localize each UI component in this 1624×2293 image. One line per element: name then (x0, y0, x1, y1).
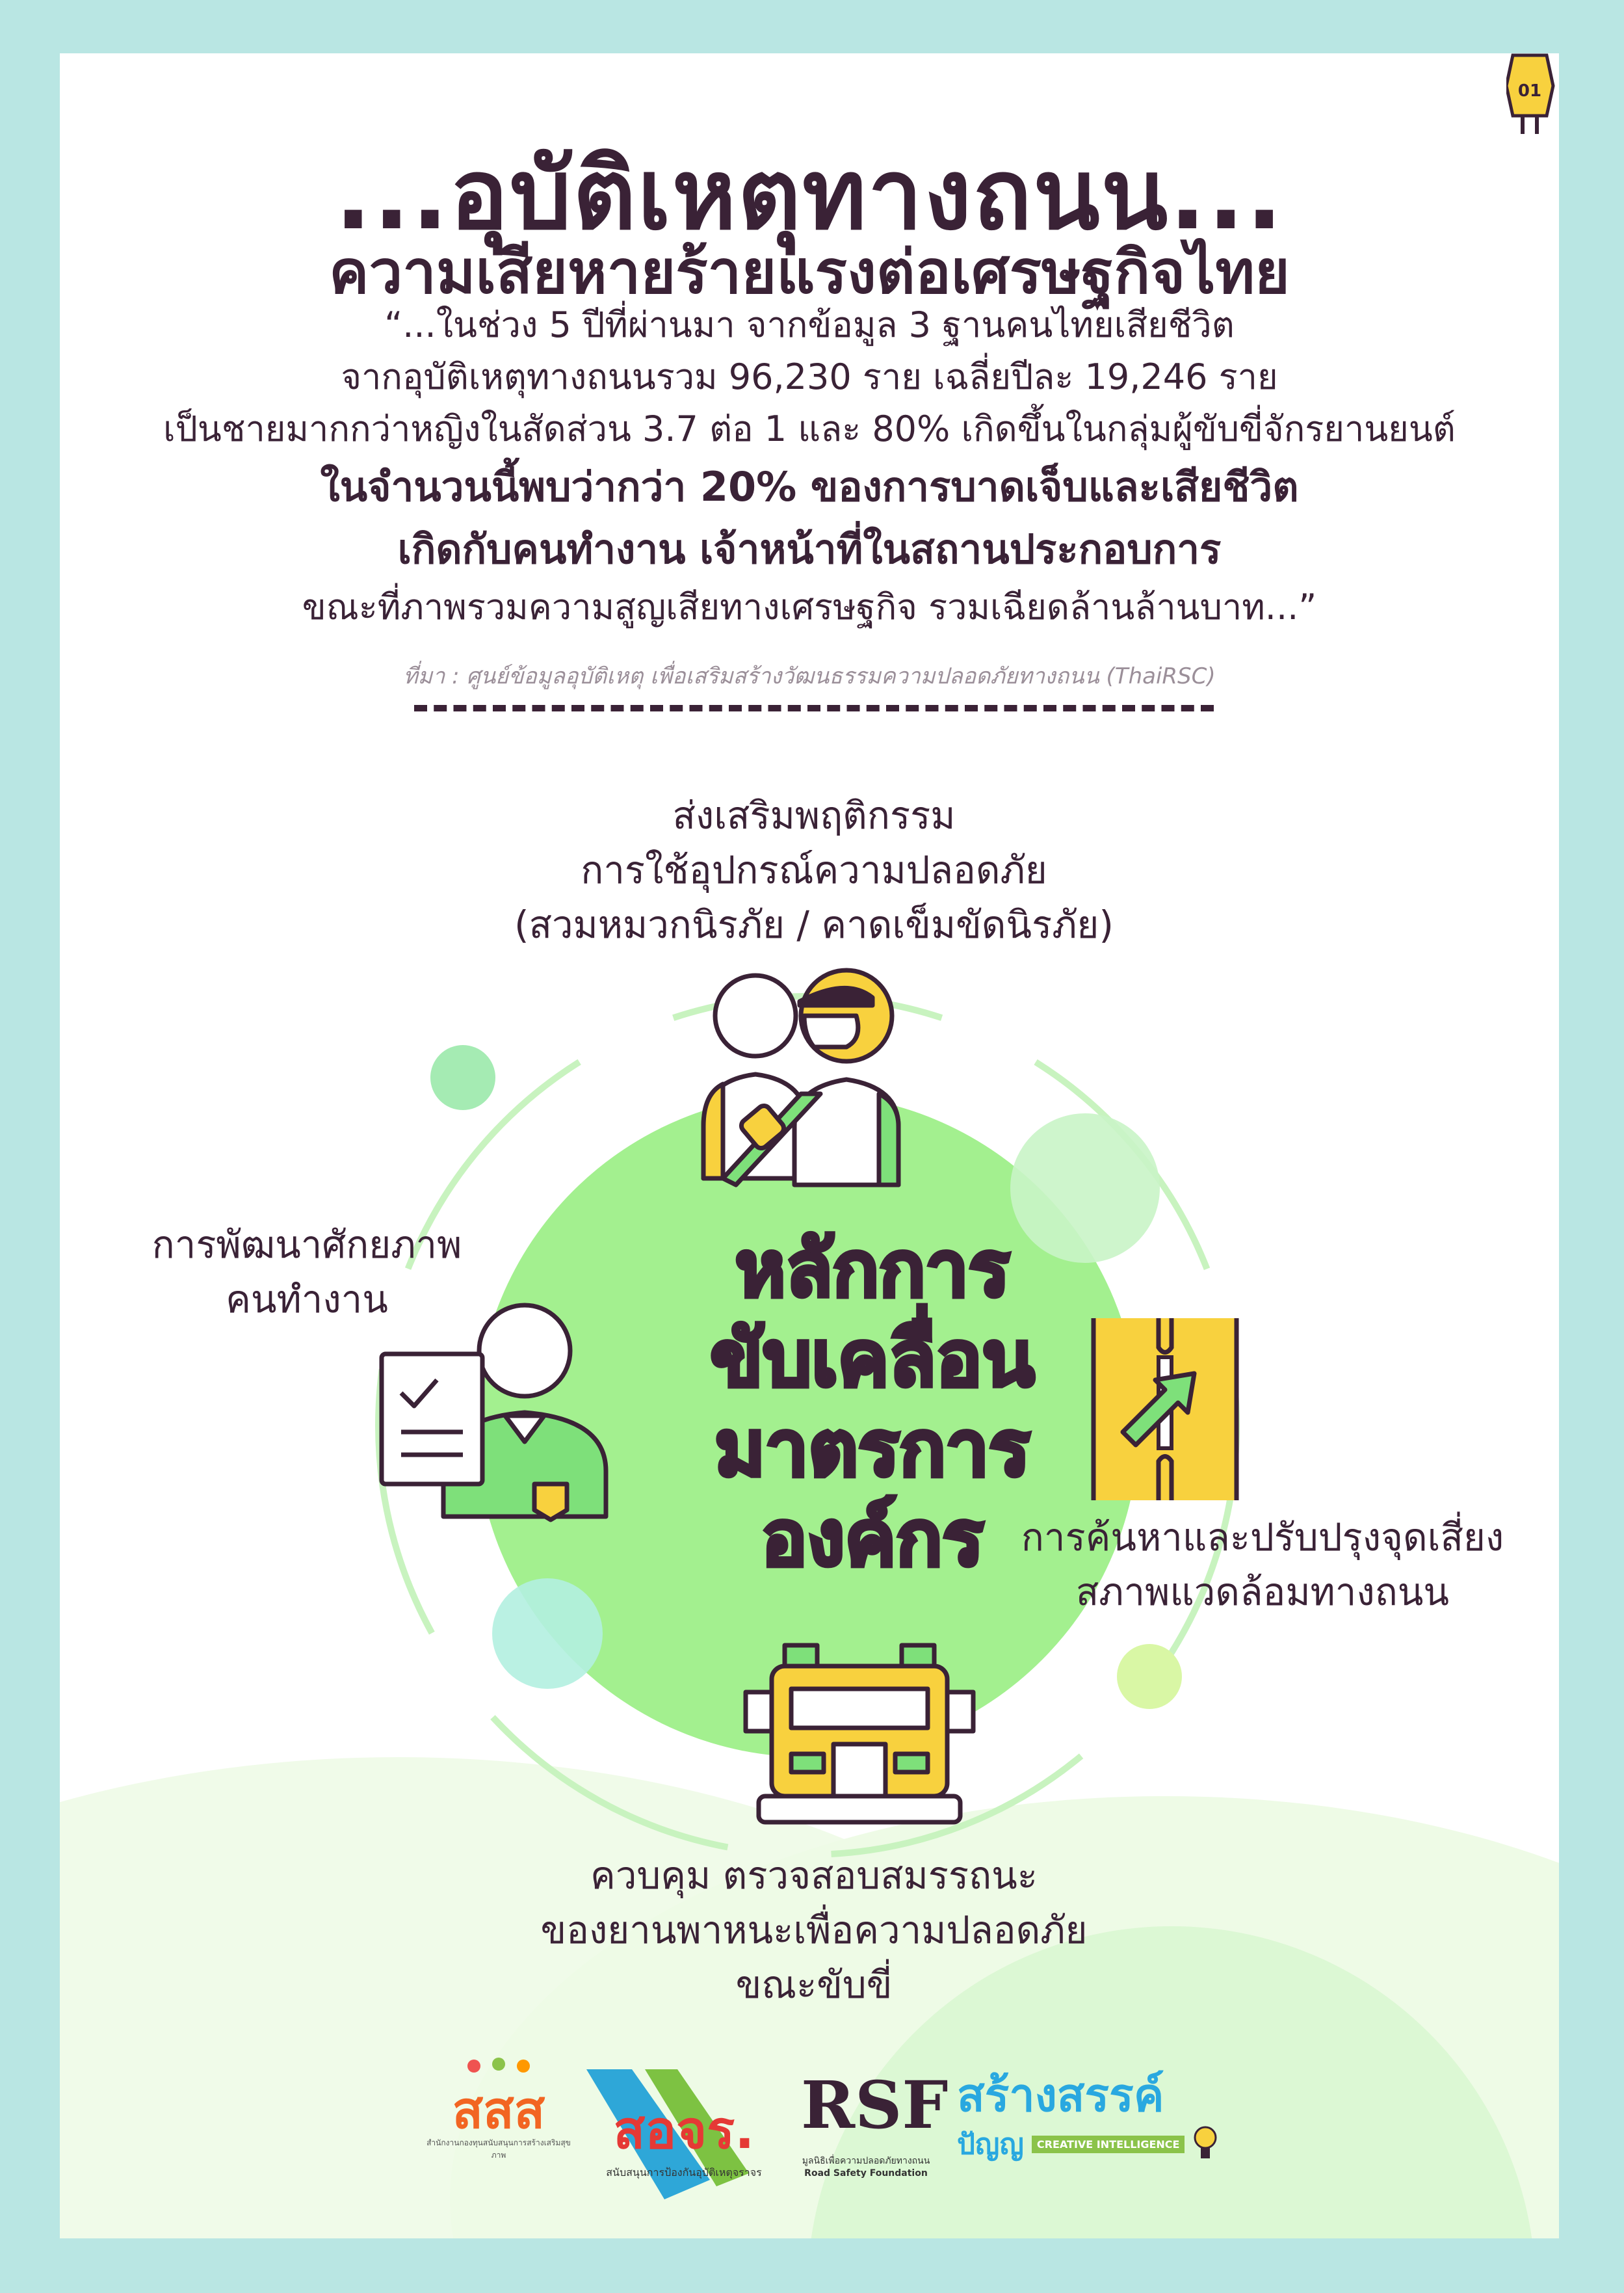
road-arrow-icon (1087, 1312, 1243, 1507)
logo-sss-subtext: สำนักงานกองทุนสนับสนุนการสร้างเสริมสุขภาพ (426, 2138, 571, 2160)
label-right-line-2: สภาพแวดล้อมทางถนน (1075, 1570, 1450, 1614)
logo-sorjor-text: สอจร. (613, 2100, 755, 2160)
page-subtitle: ความเสียหายร้ายแรงต่อเศรษฐกิจไทย (329, 237, 1290, 307)
highlight-line-1: ในจำนวนนี้พบว่ากว่า 20% ของการบาดเจ็บและเสียชีวิต (320, 463, 1299, 510)
people-star-icon (460, 2056, 538, 2082)
logo-sss (424, 2056, 573, 2162)
logo-rsf-english: Road Safety Foundation (804, 2168, 928, 2179)
lightbulb-icon (1192, 2125, 1218, 2164)
dashed-divider (414, 705, 1214, 711)
deco-dot-3 (492, 1578, 603, 1689)
core-line-2: ขับเคลื่อน (710, 1314, 1035, 1403)
badge-number: 01 (1517, 81, 1542, 101)
label-left-line-1: การพัฒนาศักยภาพ (151, 1223, 462, 1267)
logo-ci-thai: สร้างสรรค์ (957, 2069, 1164, 2122)
core-line-3: มาตรการ (714, 1403, 1030, 1493)
label-right-line-1: การค้นหาและปรับปรุงจุดเสี่ยง (1021, 1515, 1504, 1559)
label-bottom-line-2: ของยานพาหนะเพื่อความปลอดภัย (540, 1908, 1088, 1952)
core-line-4: องค์กร (761, 1493, 984, 1583)
label-left-line-2: คนทำงาน (226, 1277, 388, 1321)
page-title: ...อุบัติเหตุทางถนน... (334, 139, 1285, 252)
logo-sss-text: สสส (452, 2082, 545, 2140)
label-safety-equipment (417, 788, 1211, 952)
deco-dot-1 (430, 1045, 495, 1110)
label-top-line-1: ส่งเสริมพฤติกรรม (672, 793, 956, 838)
poster-sheet (60, 53, 1559, 2238)
logo-rsf-thai: มูลนิธิเพื่อความปลอดภัยทางถนน (802, 2156, 930, 2166)
quote-line-2: จากอุบัติเหตุทางถนนรวม 96,230 ราย เฉลี่ยปีละ 19,246 ราย (341, 356, 1278, 397)
source-note: ที่มา : ศูนย์ข้อมูลอุบัติเหตุ เพื่อเสริมสร้างวัฒนธรรมความปลอดภัยทางถนน (ThaiRSC) (403, 663, 1216, 689)
highlight-line-2: เกิดกับคนทำงาน เจ้าหน้าที่ในสถานประกอบการ (397, 525, 1222, 573)
partner-logos (60, 2056, 1559, 2212)
closing-line: ขณะที่ภาพรวมความสูญเสียทางเศรษฐกิจ รวมเฉียดล้านล้านบาท...” (302, 587, 1317, 628)
logo-creative-intelligence (957, 2069, 1230, 2167)
logo-sorjor-subtext: สนับสนุนการป้องกันอุบัติเหตุจราจร (606, 2166, 762, 2179)
core-principle-text (593, 1224, 1152, 1583)
bus-icon (736, 1640, 983, 1842)
quote-line-3: เป็นชายมากกว่าหญิงในสัดส่วน 3.7 ต่อ 1 และ 80% เกิดขึ้นในกลุ่มผู้ขับขี่จักรยานยนต์ (163, 408, 1456, 449)
seatbelt-helmet-icon (684, 964, 970, 1211)
quote-line-1: “...ในช่วง 5 ปีที่ผ่านมา จากข้อมูล 3 ฐานคนไทยเสียชีวิต (384, 304, 1235, 345)
logo-ci-thai-2: ปัญญ (957, 2128, 1024, 2161)
logo-rsf (801, 2056, 949, 2179)
logo-sorjor (580, 2063, 788, 2179)
deco-dot-4 (1117, 1644, 1182, 1709)
logo-ci-english: CREATIVE INTELLIGENCE (1032, 2136, 1185, 2153)
logo-rsf-mark: RSF (801, 2067, 949, 2143)
core-line-1: หลักการ (735, 1224, 1010, 1314)
label-top-line-2: การใช้อุปกรณ์ความปลอดภัย (581, 848, 1047, 892)
label-bottom-line-1: ควบคุม ตรวจสอบสมรรถนะ (590, 1853, 1038, 1898)
worker-checklist-icon (372, 1289, 619, 1523)
label-bottom-line-3: ขณะขับขี่ (735, 1963, 893, 2007)
label-vehicle-inspection (450, 1848, 1178, 2012)
label-top-line-3: (สวมหมวกนิรภัย / คาดเข็มขัดนิรภัย) (514, 903, 1114, 947)
